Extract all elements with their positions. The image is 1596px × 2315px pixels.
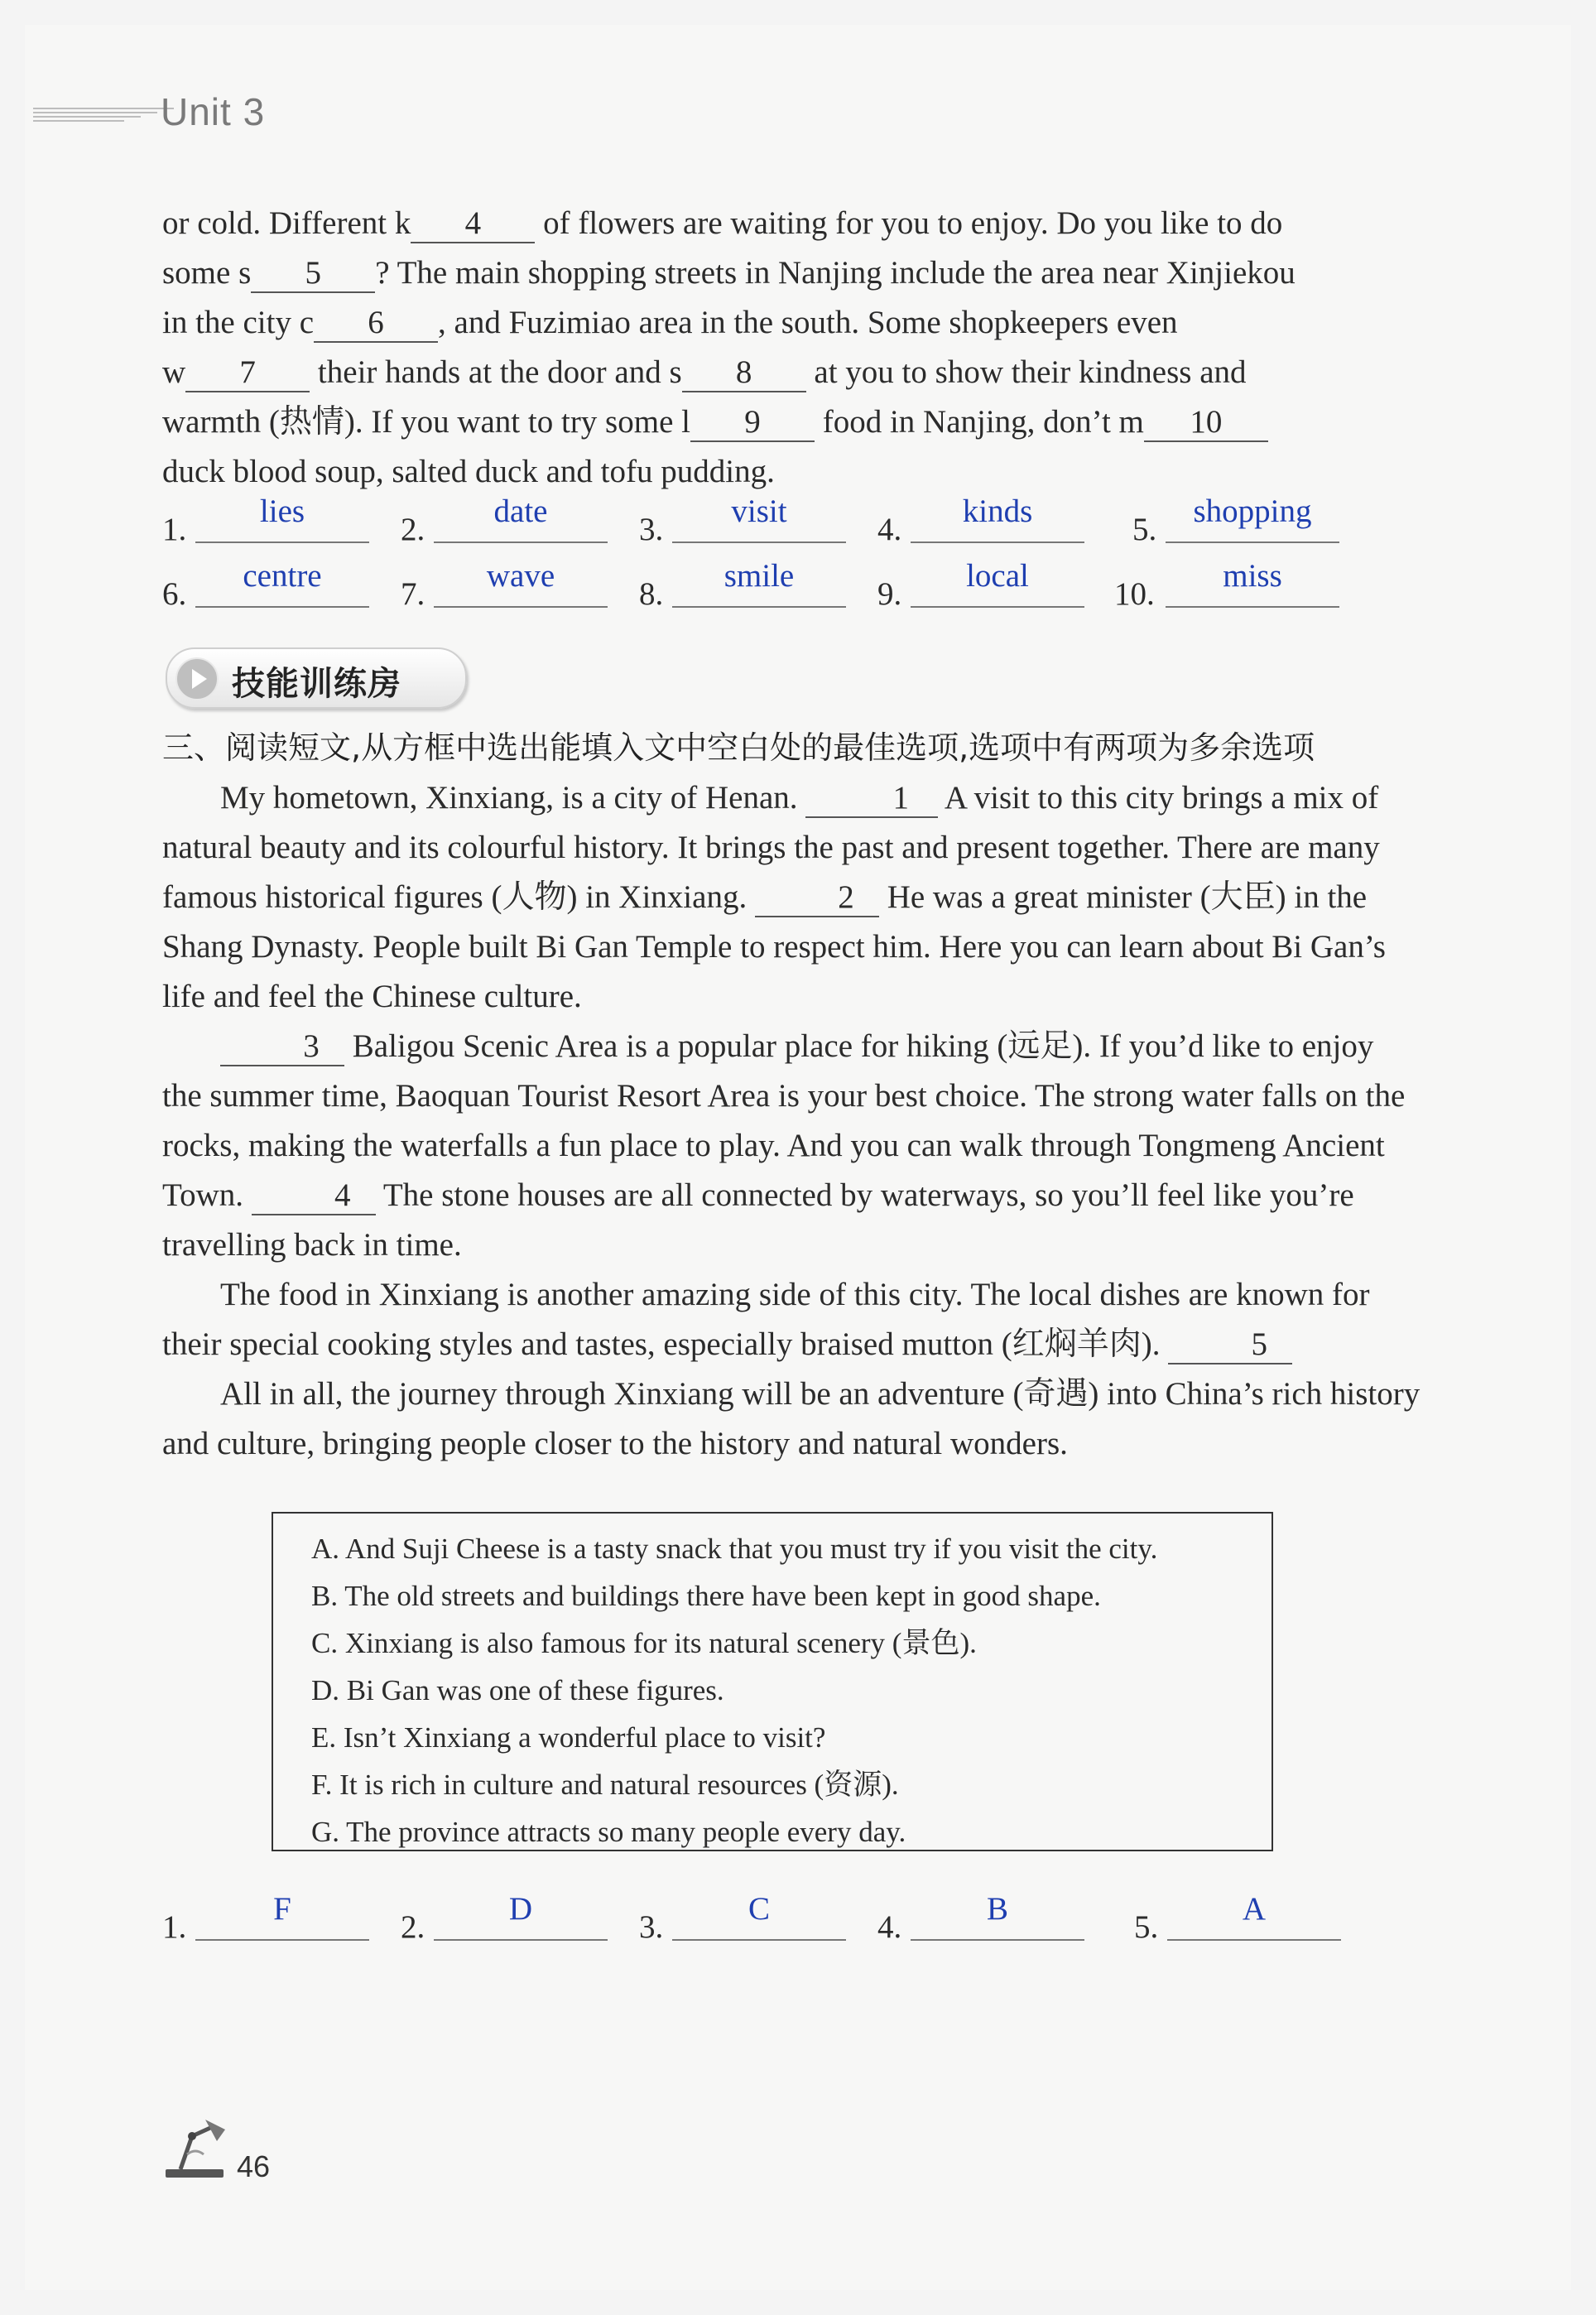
passage-1: or cold. Different k 4 of flowers are waiting for you to enjoy. Do you like to do some s 5 ? The main shopping streets in Nanjing include the area near Xinjiekou in the city c 6 , and Fuzimiao area in the south. Some shopkeepers even w 7 their hands at the door and s 8 at you to show their kindness and warmth (热情). If you want to try some l 9 food in Nanjing, don’t m 10 duck blood soup, salted duck and tofu pudding. <box>162 205 1296 489</box>
answer-row-2 <box>162 555 1421 613</box>
answer-1: 1. lies <box>162 490 377 548</box>
blank-5: 5 <box>251 255 375 293</box>
option-c: C. Xinxiang is also famous for its natural scenery (景色). <box>311 1627 977 1659</box>
passage-2: My hometown, Xinxiang, is a city of Henan. 1 A visit to this city brings a mix of natural beauty and its colourful history. It brings the past and present together. There are many famous historical figures (人物) in Xinxiang. 2 He was a great minister (大臣) in the Shang Dynasty. People built Bi Gan Temple to respect him. Here you can learn about Bi Gan’s life and feel the Chinese culture. 3 Baligou Scenic Area is a popular place for hiking (远足). If you’d like to enjoy the summer time, Baoquan Tourist Resort Area is your best choice. The strong water falls on the rocks, making the waterfalls a fun place to play. And you can walk through Tongmeng Ancient Town. 4 The stone houses are all connected by waterways, so you’ll feel like you’re travelling back in time. The food in Xinxiang is another amazing side of this city. The local dishes are known for their special cooking styles and tastes, especially braised mutton (红焖羊肉). 5 All in all, the journey through Xinxiang will be an adventure (奇遇) into China’s rich history and culture, bringing people closer to the history and natural wonders. <box>162 780 1421 1461</box>
answer2-5: 5. A <box>1134 1888 1358 1946</box>
answer-5: 5. shopping <box>1132 490 1356 548</box>
option-d: D. Bi Gan was one of these figures. <box>311 1674 724 1706</box>
answer-10: 10. miss <box>1114 555 1356 613</box>
blank-q4: 4 <box>252 1177 376 1215</box>
header-decoration <box>33 108 174 128</box>
answer-7: 7. wave <box>401 555 616 613</box>
answer2-2: 2. D <box>401 1888 616 1946</box>
answer-2: 2. date <box>401 490 616 548</box>
option-a: A. And Suji Cheese is a tasty snack that you must try if you visit the city. <box>311 1533 1158 1565</box>
blank-q3: 3 <box>220 1028 344 1066</box>
blank-7: 7 <box>185 354 310 392</box>
page-number: 46 <box>237 2149 271 2183</box>
section-banner-label: 技能训练房 <box>232 665 401 703</box>
answer-6: 6. centre <box>162 555 377 613</box>
blank-4: 4 <box>411 205 535 243</box>
answer-row-1 <box>162 490 1421 548</box>
answer-3: 3. visit <box>639 490 854 548</box>
unit-title: Unit 3 <box>161 90 266 133</box>
blank-q5: 5 <box>1168 1326 1292 1364</box>
answer-4: 4. kinds <box>877 490 1093 548</box>
answer2-3: 3. C <box>639 1888 854 1946</box>
answer2-1: 1. F <box>162 1888 377 1946</box>
answer-8: 8. smile <box>639 555 854 613</box>
answer-9: 9. local <box>877 555 1093 613</box>
blank-6: 6 <box>314 305 438 343</box>
answer2-4: 4. B <box>877 1888 1093 1946</box>
exercise-instruction: 三、阅读短文,从方框中选出能填入文中空白处的最佳选项,选项中有两项为多余选项 <box>162 729 1315 766</box>
option-f: F. It is rich in culture and natural resources (资源). <box>311 1769 899 1801</box>
blank-q2: 2 <box>755 879 879 917</box>
blank-q1: 1 <box>805 780 938 818</box>
answer-row-3 <box>162 1888 1421 1946</box>
option-g: G. The province attracts so many people every day. <box>311 1816 906 1848</box>
blank-10: 10 <box>1144 404 1268 442</box>
blank-8: 8 <box>682 354 806 392</box>
blank-9: 9 <box>690 404 815 442</box>
option-b: B. The old streets and buildings there have been kept in good shape. <box>311 1580 1101 1612</box>
play-icon <box>175 657 219 700</box>
option-e: E. Isn’t Xinxiang a wonderful place to visit? <box>311 1721 826 1754</box>
reading-lamp-icon <box>162 2111 232 2181</box>
section-banner <box>166 647 467 709</box>
options-box <box>272 1512 1273 1851</box>
